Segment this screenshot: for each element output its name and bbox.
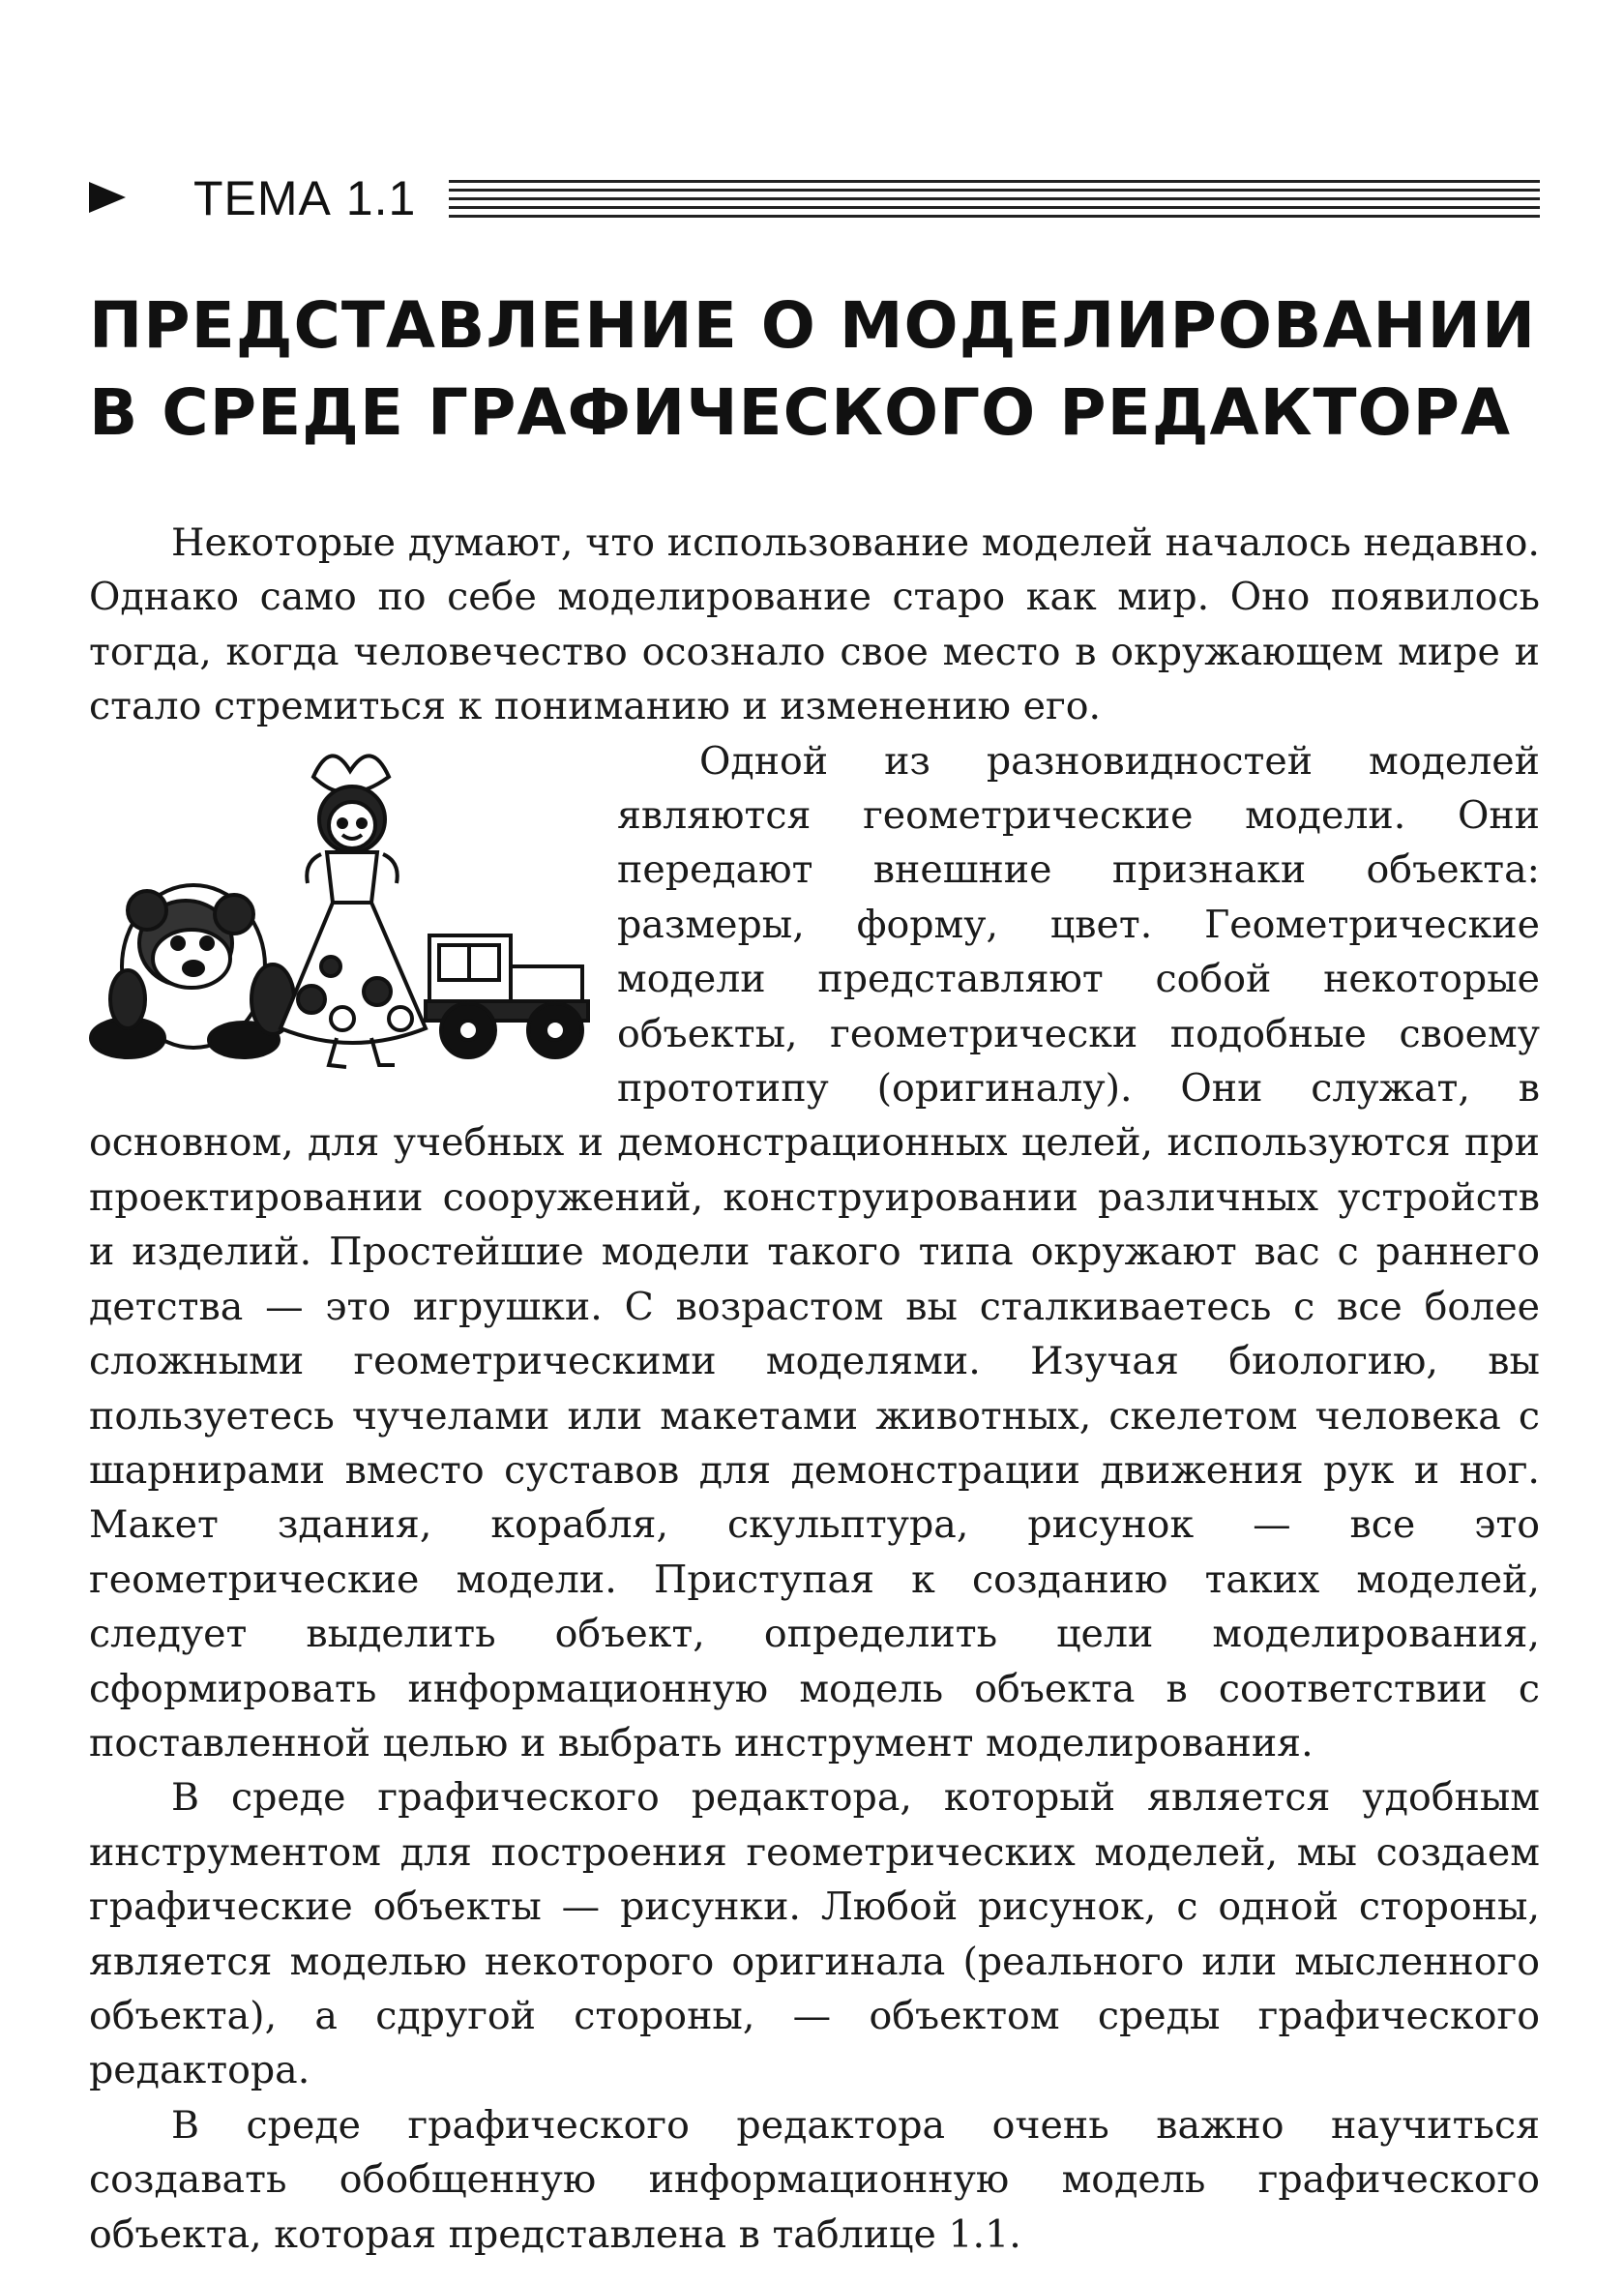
title-line-2: В СРЕДЕ ГРАФИЧЕСКОГО РЕДАКТОРА [89,375,1512,450]
topic-header [89,163,1540,230]
paragraph-2-text: Одной из разновидностей моделей являются геометрические модели. Они передают внешние признаки объекта: размеры, форму, цвет. Геометрические модели представляют собой некоторые объекты, геометрически подобные своему прототипу (оригиналу). Они служат, в основном, для учебных и демонстрационных целей, используются при проектировании сооружений, конструировании различных устройств и изделий. Простейшие модели такого типа окружают вас с раннего детства — это игрушки. С возрастом вы сталкиваетесь с все более сложными геометрическими моделями. Изучая биологию, вы пользуетесь чучелами или макетами животных, скелетом человека с шарнирами вместо суставов для демонстрации движения рук и ног. Макет здания, корабля, скульптура, рисунок — все это геометрические модели. Приступая к созданию таких моделей, следует выделить объект, определить цели моделирования, сформировать информационную модель объекта в соответствии с поставленной целью и выбрать инструмент моделирования. [89,738,1540,1765]
teddy-bear-figure [91,885,294,1057]
page-title [89,282,1540,457]
toy-truck-figure [426,935,588,1057]
play-arrow-icon [89,182,126,213]
topic-rule-lines [449,180,1540,221]
toys-illustration [89,738,600,1083]
paragraph-3: В среде графического редактора, который является удобным инструментом для построения геометрических моделей, мы создаем графические объекты — рисунки. Любой рисунок, с одной стороны, является моделью некоторого оригинала (реального или мысленного объекта), а сдругой стороны, — объектом среды графического редактора. [89,1775,1540,2093]
title-line-1: ПРЕДСТАВЛЕНИЕ О МОДЕЛИРОВАНИИ [89,288,1537,363]
paragraph-1: Некоторые думают, что использование моделей началось недавно. Однако само по себе моделирование старо как мир. Оно появилось тогда, когда человечество осознало свое место в окружающем мире и стало стремиться к пониманию и изменению его. [89,520,1540,729]
paragraph-4: В среде графического редактора очень важно научиться создавать обобщенную информационную модель графического объекта, которая представлена в таблице 1.1. [89,2102,1540,2257]
paragraph-2 [89,734,1540,1771]
body-text [89,516,1540,2262]
doll-figure [281,756,426,1067]
topic-label: ТЕМА 1.1 [193,171,417,225]
